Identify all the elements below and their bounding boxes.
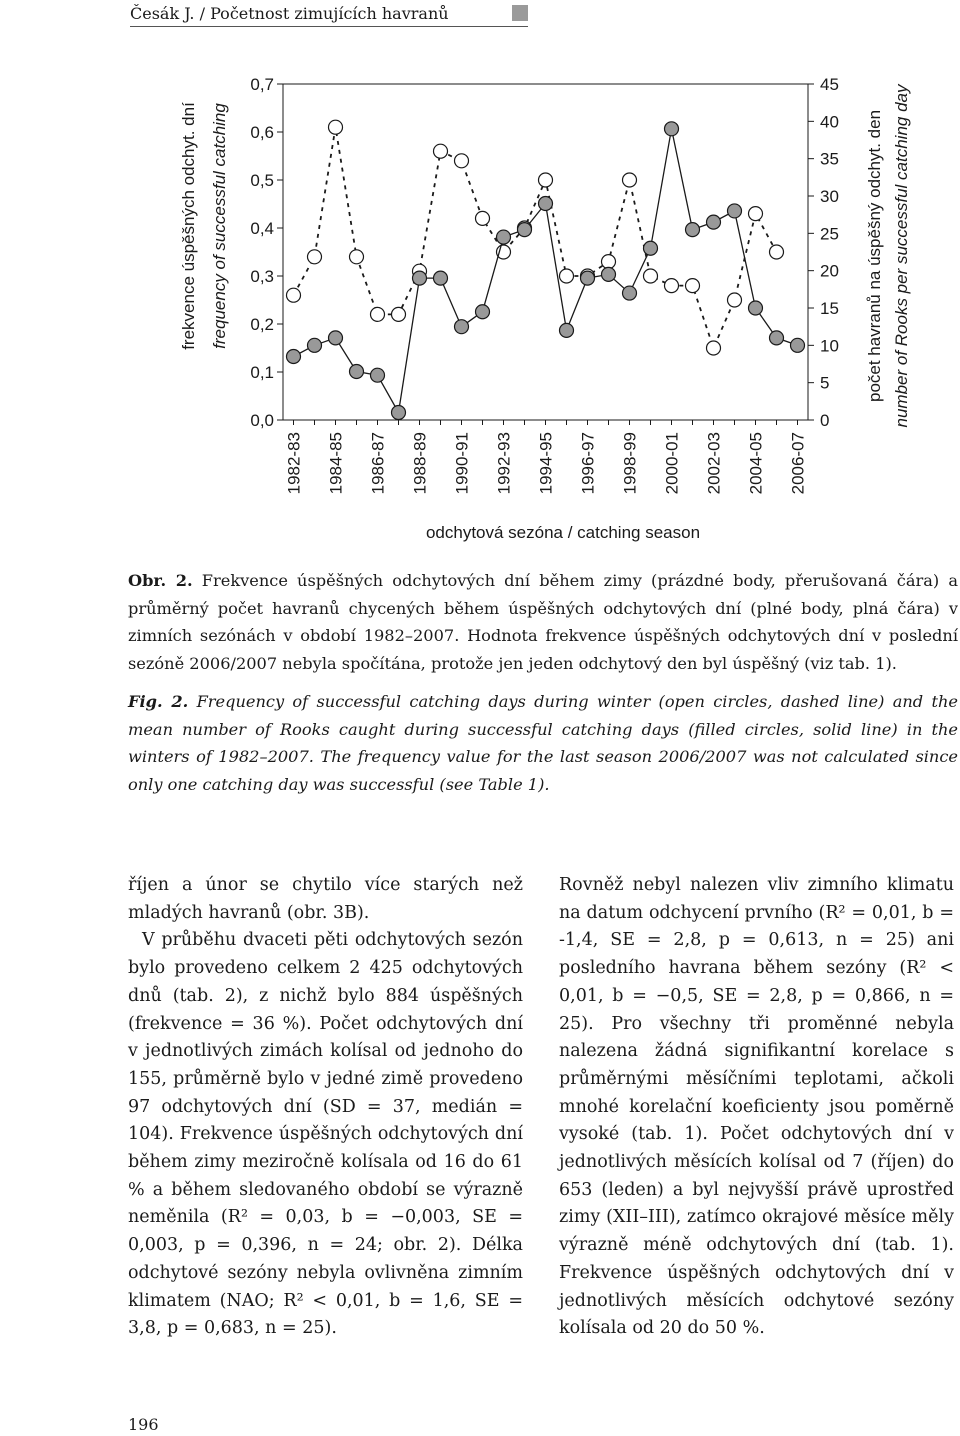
right-axis-tick-label: 0	[820, 411, 830, 430]
body-paragraph: říjen a únor se chytilo více starých než mladých havranů (obr. 3B).	[128, 875, 523, 923]
frequency-data-point	[476, 211, 490, 225]
body-column-left	[128, 872, 523, 1343]
rooks-data-point	[308, 338, 322, 352]
rooks-data-point	[686, 223, 700, 237]
rooks-data-point	[707, 215, 721, 229]
rooks-data-point	[371, 368, 385, 382]
figure-caption-en	[128, 688, 958, 798]
frequency-data-point	[392, 307, 406, 321]
caption-cz-text: Frekvence úspěšných odchytových dní během zimy (prázdné body, přerušovaná čára) a průměrný počet havranů chycených během úspěšných odchytových dní (plné body, plná čára) v zimních sezónách v období 1982–2007. Hodnota frekvence úspěšných odchytových dní v poslední sezóně 2006/2007 nebyla spočítána, protože jen jeden odchytový den byl úspěšný (viz tab. 1).	[128, 571, 958, 673]
x-axis-tick-label: 1998-99	[620, 432, 640, 495]
left-axis-tick-label: 0,5	[250, 171, 274, 190]
frequency-data-point	[329, 120, 343, 134]
frequency-data-point	[539, 173, 553, 187]
rooks-data-point	[455, 320, 469, 334]
x-axis-tick-label: 1992-93	[494, 432, 514, 495]
right-axis-tick-label: 45	[820, 75, 839, 94]
frequency-data-point	[770, 245, 784, 259]
right-axis-title-en: number of Rooks per successful catching day	[892, 84, 911, 428]
right-axis-tick-label: 20	[820, 261, 839, 281]
rooks-data-point	[329, 331, 343, 345]
body-paragraph: Rovněž nebyl nalezen vliv zimního klimatu na datum odchycení prvního (R² = 0,01, b = -1,4, SE = 2,8, p = 0,613, n = 25) ani posledního havrana během sezóny (R² < 0,01, b = −0,5, SE = 2,8, p = 0,866, n = 25). Pro všechny tři proměnné nebyla nalezena žádná signifikantní korelace s průměrnými měsíčními teplotami, ačkoli mnohé korelační koeficienty jsou poměrně vysoké (tab. 1). Počet odchytových dní v jednotlivých měsících kolísal od 7 (říjen) do 653 (leden) a byl nejvyšší právě uprostřed zimy (XII–III), zatímco okrajové měsíce měly výrazně méně odchytových dní (tab. 1). Frekvence úspěšných odchytových dní v jednotlivých měsících odchytové sezóny kolísala od 20 do 50 %.	[559, 875, 954, 1339]
rooks-data-point	[665, 122, 679, 136]
x-axis-tick-label: 1994-95	[536, 432, 556, 495]
left-axis-tick-label: 0,6	[250, 123, 274, 142]
frequency-data-point	[665, 279, 679, 293]
right-axis-tick-label: 25	[820, 224, 839, 244]
frequency-data-point	[308, 250, 322, 264]
x-axis-tick-label: 2002-03	[704, 432, 724, 495]
left-axis-tick-label: 0,3	[250, 267, 274, 286]
rooks-data-point	[791, 338, 805, 352]
left-axis-tick-label: 0,0	[250, 411, 274, 430]
right-axis-tick-label: 35	[820, 149, 839, 169]
rooks-data-point	[497, 230, 511, 244]
rooks-data-point	[392, 406, 406, 420]
frequency-data-point	[602, 255, 616, 269]
left-axis-title-cz: frekvence úspěšných odchyt. dní	[179, 102, 198, 350]
left-axis-tick-label: 0,7	[250, 75, 274, 94]
rooks-data-point	[560, 323, 574, 337]
left-axis-title-en: frequency of successful catching	[210, 103, 229, 349]
x-axis-tick-label: 2000-01	[662, 432, 682, 495]
rooks-data-point	[413, 271, 427, 285]
right-axis-tick-label: 30	[820, 187, 839, 206]
caption-en-label: Fig. 2.	[128, 692, 189, 711]
left-axis	[250, 75, 283, 430]
rooks-data-point	[623, 286, 637, 300]
frequency-data-point	[623, 173, 637, 187]
frequency-data-point	[560, 269, 574, 283]
right-axis-title-cz: počet havranů na úspěšný odchyt. den	[865, 109, 884, 403]
frequency-data-point	[434, 144, 448, 158]
x-axis-tick-label: 1996-97	[578, 432, 598, 495]
right-axis-tick-label: 10	[820, 336, 839, 356]
x-axis-tick-label: 2004-05	[746, 432, 766, 495]
chart-series	[287, 120, 805, 419]
frequency-data-point	[728, 293, 742, 307]
x-axis-title: odchytová sezóna / catching season	[425, 523, 701, 542]
frequency-data-point	[287, 288, 301, 302]
x-axis	[285, 420, 808, 494]
rooks-data-point	[749, 301, 763, 315]
right-axis-tick-label: 15	[820, 299, 839, 318]
x-axis-tick-label: 1982-83	[284, 432, 304, 495]
frequency-series-line	[294, 127, 777, 348]
rooks-data-point	[644, 241, 658, 255]
running-title: Česák J. / Početnost zimujících havranů	[130, 4, 449, 23]
rooks-data-point	[287, 350, 301, 364]
caption-en-text: Frequency of successful catching days during winter (open circles, dashed line) and the mean number of Rooks caught during successful catching days (filled circles, solid line) in the winters of 1982–2007. The frequency value for the last season 2006/2007 was not calculated since only one catching day was successful (see Table 1).	[128, 692, 958, 794]
frequency-data-point	[371, 307, 385, 321]
caption-cz-label: Obr. 2.	[128, 571, 193, 590]
rooks-data-point	[476, 305, 490, 319]
rooks-data-point	[350, 364, 364, 378]
rooks-data-point	[770, 331, 784, 345]
running-header	[130, 4, 528, 27]
header-decor-box	[512, 5, 528, 21]
rooks-data-point	[434, 271, 448, 285]
body-column-right	[559, 872, 954, 1343]
x-axis-tick-label: 2006-07	[788, 432, 808, 495]
frequency-data-point	[707, 341, 721, 355]
figure-2-chart	[0, 60, 960, 555]
x-axis-tick-label: 1988-89	[410, 432, 430, 495]
right-axis	[808, 75, 839, 430]
right-axis-tick-label: 5	[820, 373, 830, 393]
rooks-data-point	[602, 267, 616, 281]
rooks-series-line	[294, 129, 798, 413]
rooks-data-point	[539, 196, 553, 210]
x-axis-tick-label: 1984-85	[326, 432, 346, 495]
frequency-data-point	[455, 154, 469, 168]
rooks-data-point	[518, 223, 532, 237]
rooks-data-point	[581, 271, 595, 285]
left-axis-tick-label: 0,1	[250, 363, 274, 382]
frequency-data-point	[350, 250, 364, 264]
right-axis-tick-label: 40	[820, 112, 839, 132]
left-axis-tick-label: 0,4	[250, 219, 274, 238]
x-axis-tick-label: 1990-91	[452, 432, 472, 495]
page-number: 196	[128, 1415, 159, 1434]
left-axis-tick-label: 0,2	[250, 315, 274, 334]
body-paragraph: V průběhu dvaceti pěti odchytových sezón bylo provedeno celkem 2 425 odchytových dnů (tab. 2), z nichž bylo 884 úspěšných (frekvence = 36 %). Počet odchytových dní v jednotlivých zimách kolísal od jednoho do 155, průměrně bylo v jedné zimě provedeno 97 odchytových dní (SD = 37, medián = 104). Frekvence úspěšných odchytových dní během zimy meziročně kolísala od 16 do 61 % a během sledovaného období se výrazně neměnila (R² = 0,03, b = −0,003, SE = 0,003, p = 0,396, n = 24; obr. 2). Délka odchytové sezóny nebyla ovlivněna zimním klimatem (NAO; R² < 0,01, b = 1,6, SE = 3,8, p = 0,683, n = 25).	[128, 930, 523, 1339]
rooks-data-point	[728, 204, 742, 218]
figure-caption-cz	[128, 567, 958, 677]
frequency-data-point	[644, 269, 658, 283]
frequency-data-point	[686, 279, 700, 293]
x-axis-tick-label: 1986-87	[368, 432, 388, 495]
frequency-data-point	[749, 207, 763, 221]
